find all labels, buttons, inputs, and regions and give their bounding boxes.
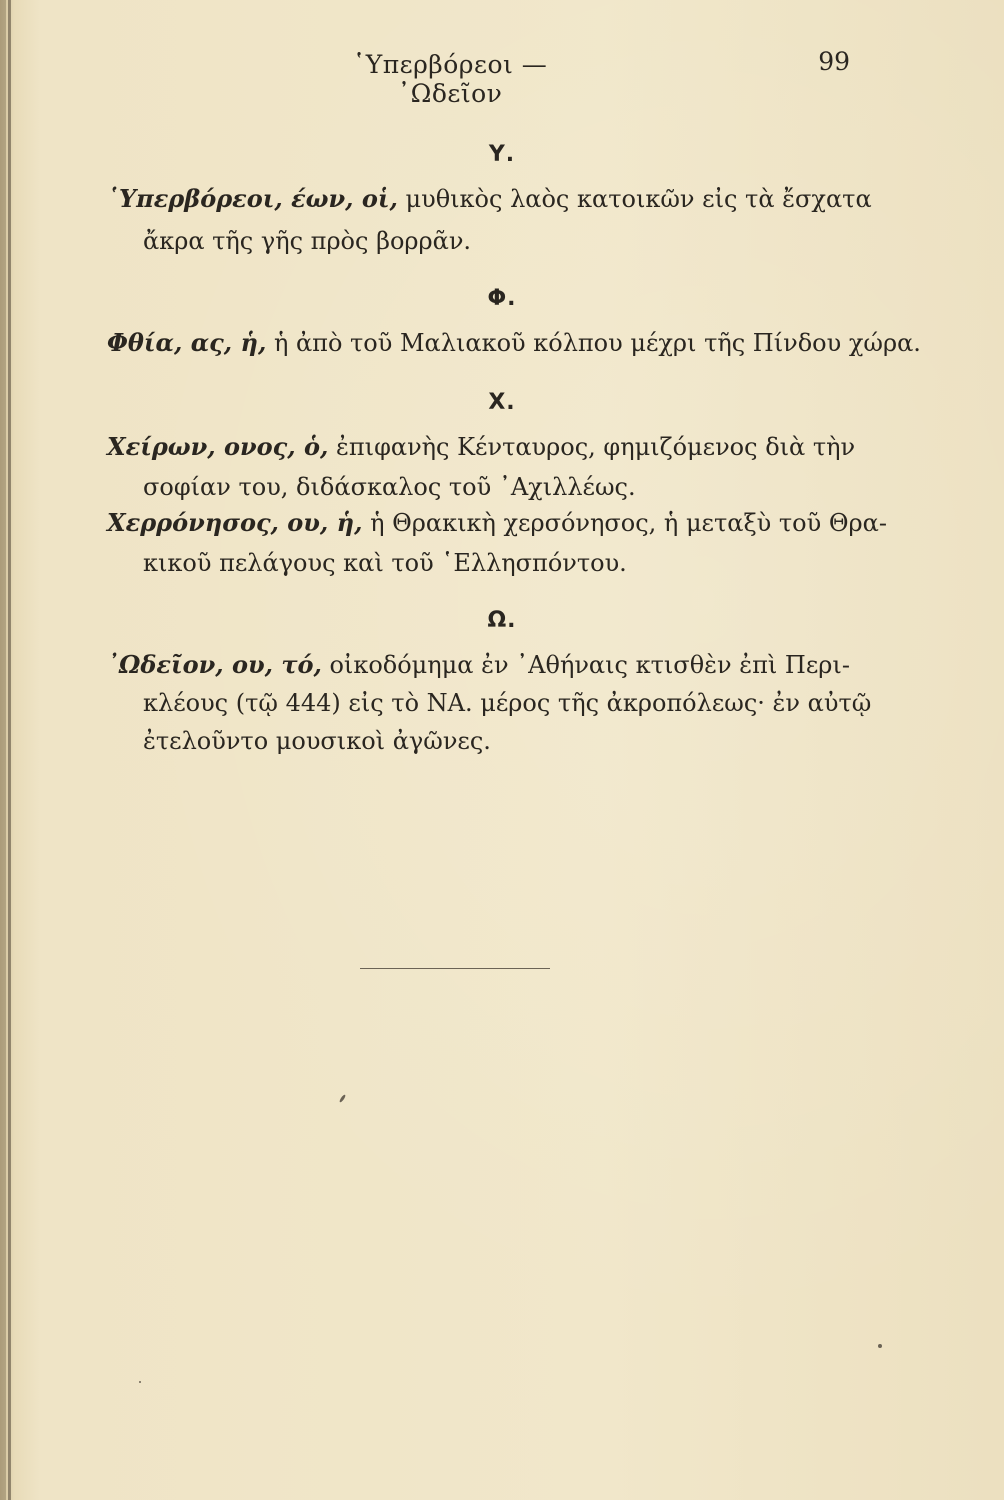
section-letter-phi: Φ.: [487, 286, 517, 311]
entry-chiron: [107, 432, 855, 462]
entry-hyperboreans: [107, 184, 872, 214]
entry-text: ἐπιφανὴς Κένταυρος, φημιζόμενος διὰ τὴν: [336, 433, 856, 461]
section-letter-omega: Ω.: [487, 608, 517, 633]
section-letter-chi: Χ.: [488, 390, 516, 415]
entry-term: Χείρων, ονος, ὁ,: [107, 432, 329, 461]
entry-text: ἡ ἀπὸ τοῦ Μαλιακοῦ κόλπου μέχρι τῆς Πίνδου χώρα.: [273, 329, 921, 357]
entry-text: οἰκοδόμημα ἐν ᾿Αθήναις κτισθὲν ἐπὶ Περι-: [329, 651, 850, 679]
entry-term: ᾿Ωδεῖον, ου, τό,: [107, 650, 322, 679]
entry-phthia: [107, 328, 921, 358]
entry-continuation: κικοῦ πελάγους καὶ τοῦ ῾Ελλησπόντου.: [143, 549, 627, 577]
entry-term: Χερρόνησος, ου, ἡ,: [107, 508, 363, 537]
running-header: ῾Υπερβόρεοι — ᾿Ωδεῖον: [352, 50, 548, 108]
ink-speck: [139, 1381, 141, 1383]
ink-speck: [878, 1344, 882, 1348]
entry-term: ῾Υπερβόρεοι, έων, οἱ,: [107, 184, 398, 213]
entry-chersonesos: [107, 508, 887, 538]
entry-term: Φθία, ας, ἡ,: [107, 328, 267, 357]
entry-text: ἡ Θρακικὴ χερσόνησος, ἡ μεταξὺ τοῦ Θρα-: [370, 509, 887, 537]
page-number: 99: [818, 47, 850, 76]
binding-shadow: [0, 0, 6, 1500]
ink-speck: [339, 1094, 347, 1103]
entry-continuation: σοφίαν του, διδάσκαλος τοῦ ᾿Αχιλλέως.: [143, 473, 636, 501]
binding-edge: [8, 0, 11, 1500]
entry-continuation: ἐτελοῦντο μουσικοὶ ἀγῶνες.: [143, 727, 491, 755]
entry-text: μυθικὸς λαὸς κατοικῶν εἰς τὰ ἔσχατα: [405, 185, 872, 213]
section-letter-upsilon: Υ.: [488, 142, 516, 167]
entry-odeion: [107, 650, 850, 680]
entry-continuation: ἄκρα τῆς γῆς πρὸς βορρᾶν.: [143, 227, 472, 255]
entry-continuation: κλέους (τῷ 444) εἰς τὸ ΝΑ. μέρος τῆς ἀκροπόλεως· ἐν αὐτῷ: [143, 689, 872, 717]
end-rule: [360, 968, 550, 969]
